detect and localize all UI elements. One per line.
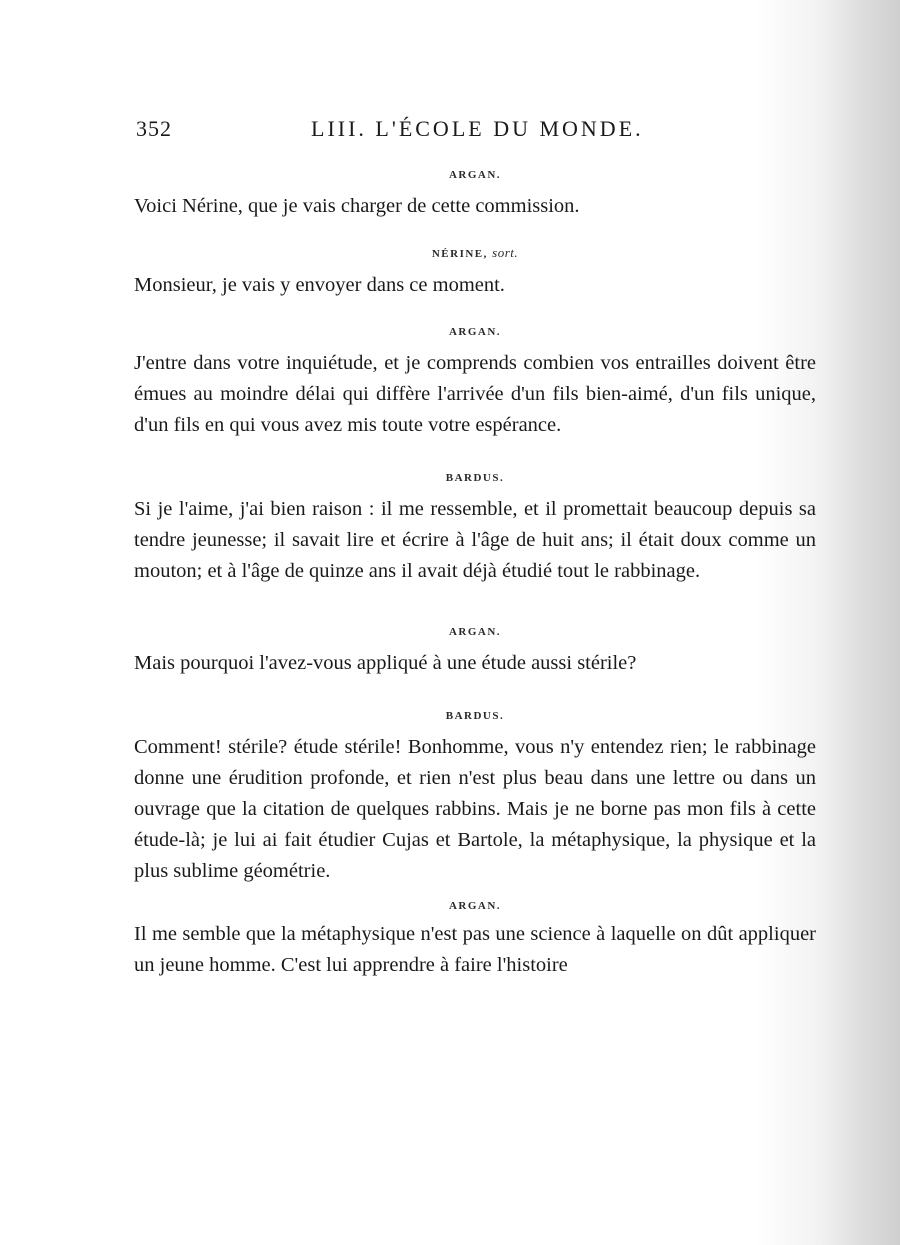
stage-direction: sort. [492, 245, 519, 260]
speech-paragraph: Mais pourquoi l'avez-vous appliqué à une étude aussi stérile? [134, 652, 637, 674]
speaker-label [134, 246, 816, 261]
speech-paragraph: Il me semble que la métaphysique n'est pas une science à laquelle on dût appliquer un jeune homme. C'est lui apprendre à faire l'histoire [134, 923, 816, 976]
dialogue-text [134, 168, 816, 981]
speaker-label [134, 471, 816, 485]
speaker-label [134, 325, 816, 339]
speaker-label [134, 168, 816, 182]
speech-paragraph: Monsieur, je vais y envoyer dans ce moment. [134, 274, 505, 296]
speech-paragraph: J'entre dans votre inquiétude, et je comprends combien vos entrailles doivent être émues au moindre délai qui diffère l'arrivée d'un fils bien-aimé, d'un fils unique, d'un fils en qui vous avez mis toute votre espérance. [134, 352, 816, 436]
speaker-name: ARGAN. [448, 326, 502, 338]
speaker-label [134, 709, 816, 723]
speech-paragraph: Si je l'aime, j'ai bien raison : il me ressemble, et il promettait beaucoup depuis sa tendre jeunesse; il savait lire et écrire à l'âge de huit ans; il était doux comme un mouton; et à l'âge de quinze ans il avait déjà étudié tout le rabbinage. [134, 498, 816, 582]
running-title: LIII. L'ÉCOLE DU MONDE. [311, 116, 644, 141]
speech-paragraph: Comment! stérile? étude stérile! Bonhomme, vous n'y entendez rien; le rabbinage donne une érudition profonde, et rien n'est plus beau dans une lettre ou dans un ouvrage que la citation de quelques rabbins. Mais je ne borne pas mon fils à cette étude-là; je lui ai fait étudier Cujas et Bartole, la métaphysique, la physique et la plus sublime géométrie. [134, 736, 816, 882]
speaker-name: BARDUS. [445, 710, 505, 722]
speaker-label [134, 899, 816, 913]
running-head [136, 116, 816, 146]
speaker-name: NÉRINE, [431, 248, 488, 260]
speech-paragraph: Voici Nérine, que je vais charger de cette commission. [134, 195, 580, 217]
speaker-name: ARGAN. [448, 169, 502, 181]
page-number: 352 [136, 116, 172, 141]
speaker-label [134, 625, 816, 639]
speaker-name: ARGAN. [448, 900, 502, 912]
speaker-name: BARDUS. [445, 472, 505, 484]
speaker-name: ARGAN. [448, 626, 502, 638]
